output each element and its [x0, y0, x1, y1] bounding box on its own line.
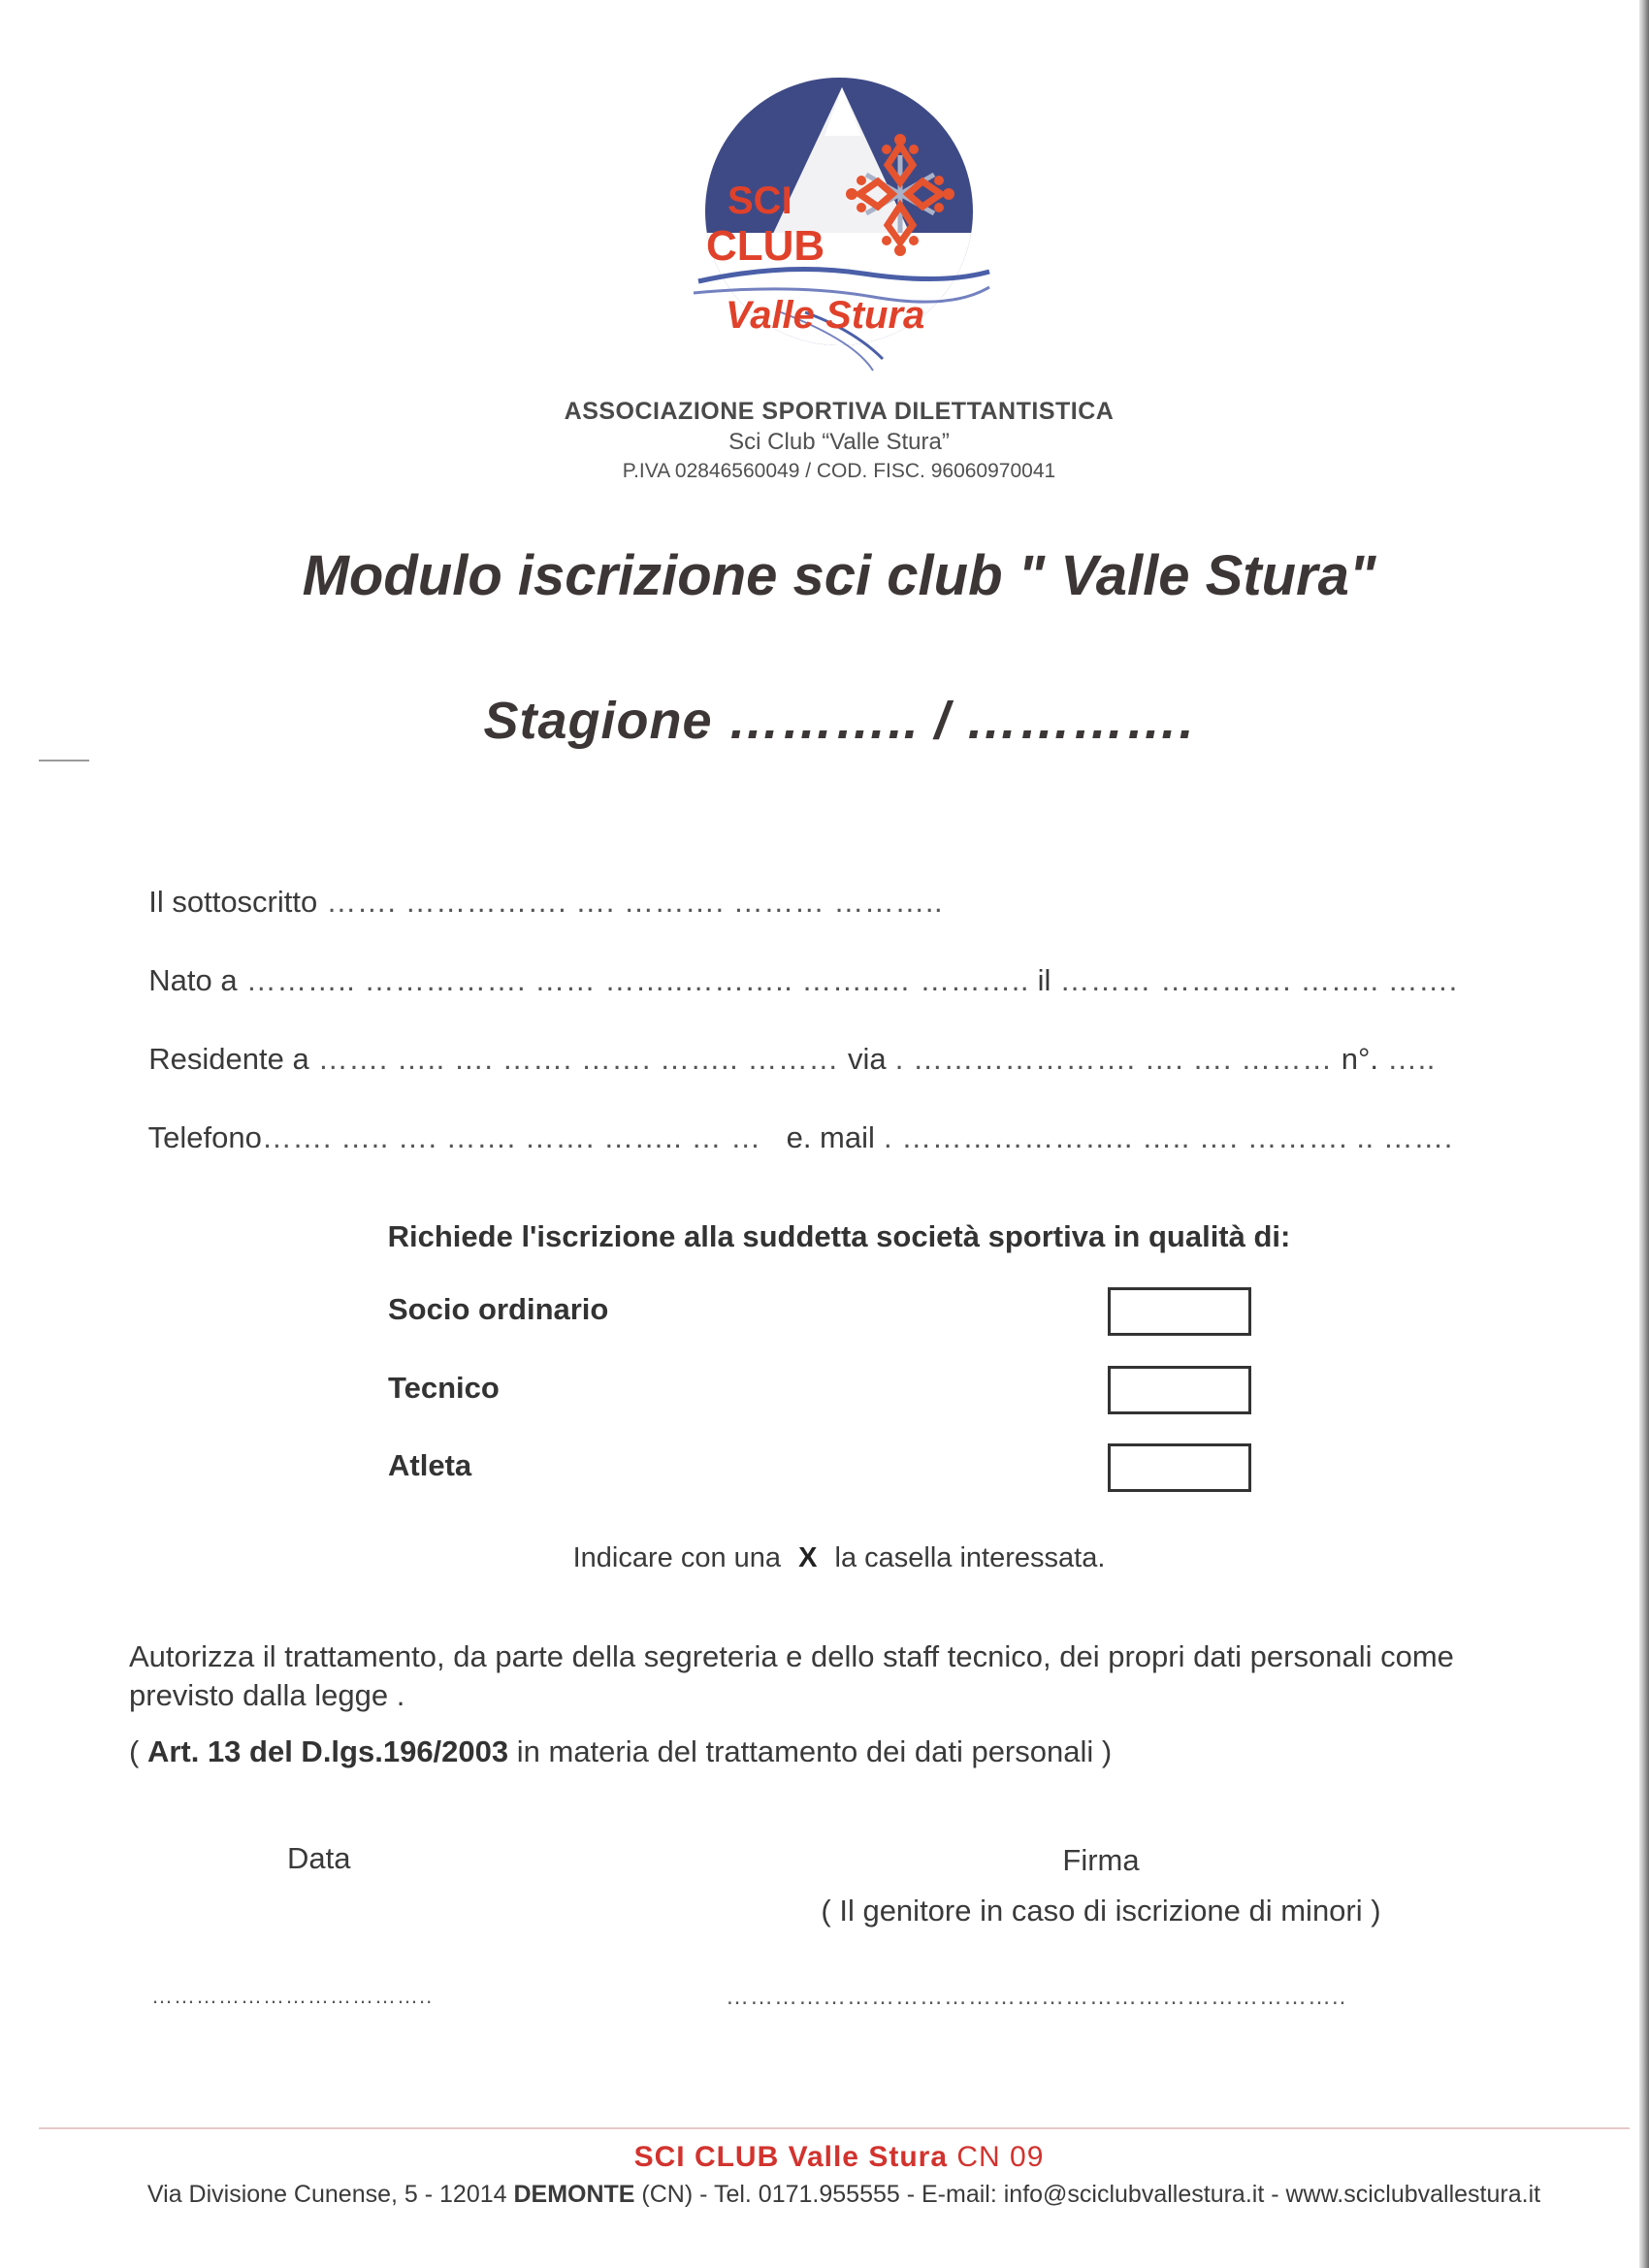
privacy-consent-text: Autorizza il trattamento, da parte della segreteria e dello staff tecnico, dei propri dati personali come previsto dalla legge . — [129, 1639, 1454, 1712]
via-label: via — [848, 1042, 887, 1076]
birthdate-input[interactable]: ……… …………. …….. ……. — [1051, 963, 1458, 997]
sottoscritto-label: Il sottoscritto — [148, 885, 318, 919]
season-label: Stagione — [483, 692, 713, 750]
page-edge-shadow — [1639, 0, 1649, 2268]
club-name: Sci Club “Valle Stura” — [728, 429, 950, 455]
footer-address — [58, 2181, 1630, 2209]
date-label: Data — [287, 1841, 351, 1875]
option-atleta-checkbox[interactable] — [1108, 1443, 1251, 1492]
via-input[interactable]: . …………………. …. …. ……… — [886, 1042, 1342, 1076]
request-heading: Richiede l'iscrizione alla suddetta società sportiva in qualità di: — [387, 1219, 1291, 1253]
signature-label: Firma — [1062, 1843, 1140, 1877]
fiscal-codes: P.IVA 02846560049 / COD. FISC. 96060970041 — [622, 460, 1056, 482]
field-sottoscritto — [132, 850, 943, 920]
club-logo-graphic — [679, 68, 999, 378]
nato-label: Nato a — [148, 963, 238, 997]
residente-label: Residente a — [148, 1042, 309, 1076]
number-input[interactable]: ….. — [1378, 1042, 1436, 1076]
option-atleta-label: Atleta — [388, 1448, 472, 1482]
checkbox-instruction — [388, 1542, 1290, 1574]
signature-note: ( Il genitore in caso di iscrizione di minori ) — [821, 1894, 1381, 1928]
telefono-label: Telefono — [147, 1120, 262, 1154]
residente-input[interactable]: ……. ….. …. ……. ……. …….. ……… — [308, 1042, 848, 1076]
logo-text-sci: SCI — [728, 179, 792, 222]
field-nato — [132, 928, 1458, 998]
field-residente — [132, 1007, 1436, 1077]
option-tecnico-checkbox[interactable] — [1108, 1366, 1251, 1414]
association-name: ASSOCIAZIONE SPORTIVA DILETTANTISTICA — [564, 398, 1115, 425]
number-label: n°. — [1341, 1042, 1379, 1076]
footer-brand-name: SCI CLUB Valle Stura — [633, 2141, 949, 2173]
fold-mark — [39, 760, 89, 761]
telefono-input[interactable]: ……. ….. …. ……. ……. …….. … … — [261, 1120, 761, 1154]
footer-address-city: DEMONTE — [513, 2181, 635, 2208]
footer-address-pre: Via Divisione Cunense, 5 - 12014 — [146, 2181, 514, 2208]
option-socio-ordinario-checkbox[interactable] — [1108, 1287, 1251, 1336]
footer-brand-code: CN 09 — [956, 2141, 1045, 2173]
law-open: ( — [129, 1734, 147, 1768]
law-reference — [129, 1734, 1112, 1769]
footer-divider — [39, 2127, 1630, 2129]
form-title: Modulo iscrizione sci club " Valle Stura" — [302, 544, 1376, 607]
season-line — [388, 691, 1290, 751]
option-tecnico-label: Tecnico — [388, 1371, 500, 1405]
instruction-post: la casella interessata. — [834, 1542, 1106, 1573]
season-input[interactable]: ……….. / …………. — [712, 692, 1195, 750]
club-logo — [679, 68, 999, 378]
logo-text-valle-stura: Valle Stura — [726, 294, 925, 337]
email-input[interactable]: . ………………….. ….. …. ………. .. ……. — [874, 1120, 1453, 1154]
footer-address-post: (CN) - Tel. 0171.955555 - E-mail: info@sciclubvallestura.it - www.sciclubvallestura.it — [634, 2181, 1541, 2208]
instruction-mark: X — [798, 1542, 818, 1573]
law-article: Art. 13 del D.lgs.196/2003 — [146, 1734, 509, 1768]
field-telefono — [132, 1085, 1453, 1155]
instruction-pre: Indicare con una — [572, 1542, 782, 1573]
email-label: e. mail — [786, 1120, 875, 1154]
date-input[interactable]: ……………………………….. — [151, 1984, 434, 2008]
footer-brand — [291, 2141, 1387, 2174]
sottoscritto-input[interactable]: ……. ……………. …. ………. ……… ……….. — [317, 885, 944, 919]
law-rest: in materia del trattamento dei dati personali ) — [508, 1734, 1113, 1768]
option-socio-ordinario-label: Socio ordinario — [388, 1292, 609, 1326]
logo-text-club: CLUB — [706, 222, 825, 270]
il-label: il — [1029, 963, 1051, 997]
nato-input[interactable]: ……….. ……………. …… ……..……….. ……..… ……….. — [237, 963, 1029, 997]
signature-input[interactable]: ………………………………………………………………….. — [726, 1984, 1347, 2010]
